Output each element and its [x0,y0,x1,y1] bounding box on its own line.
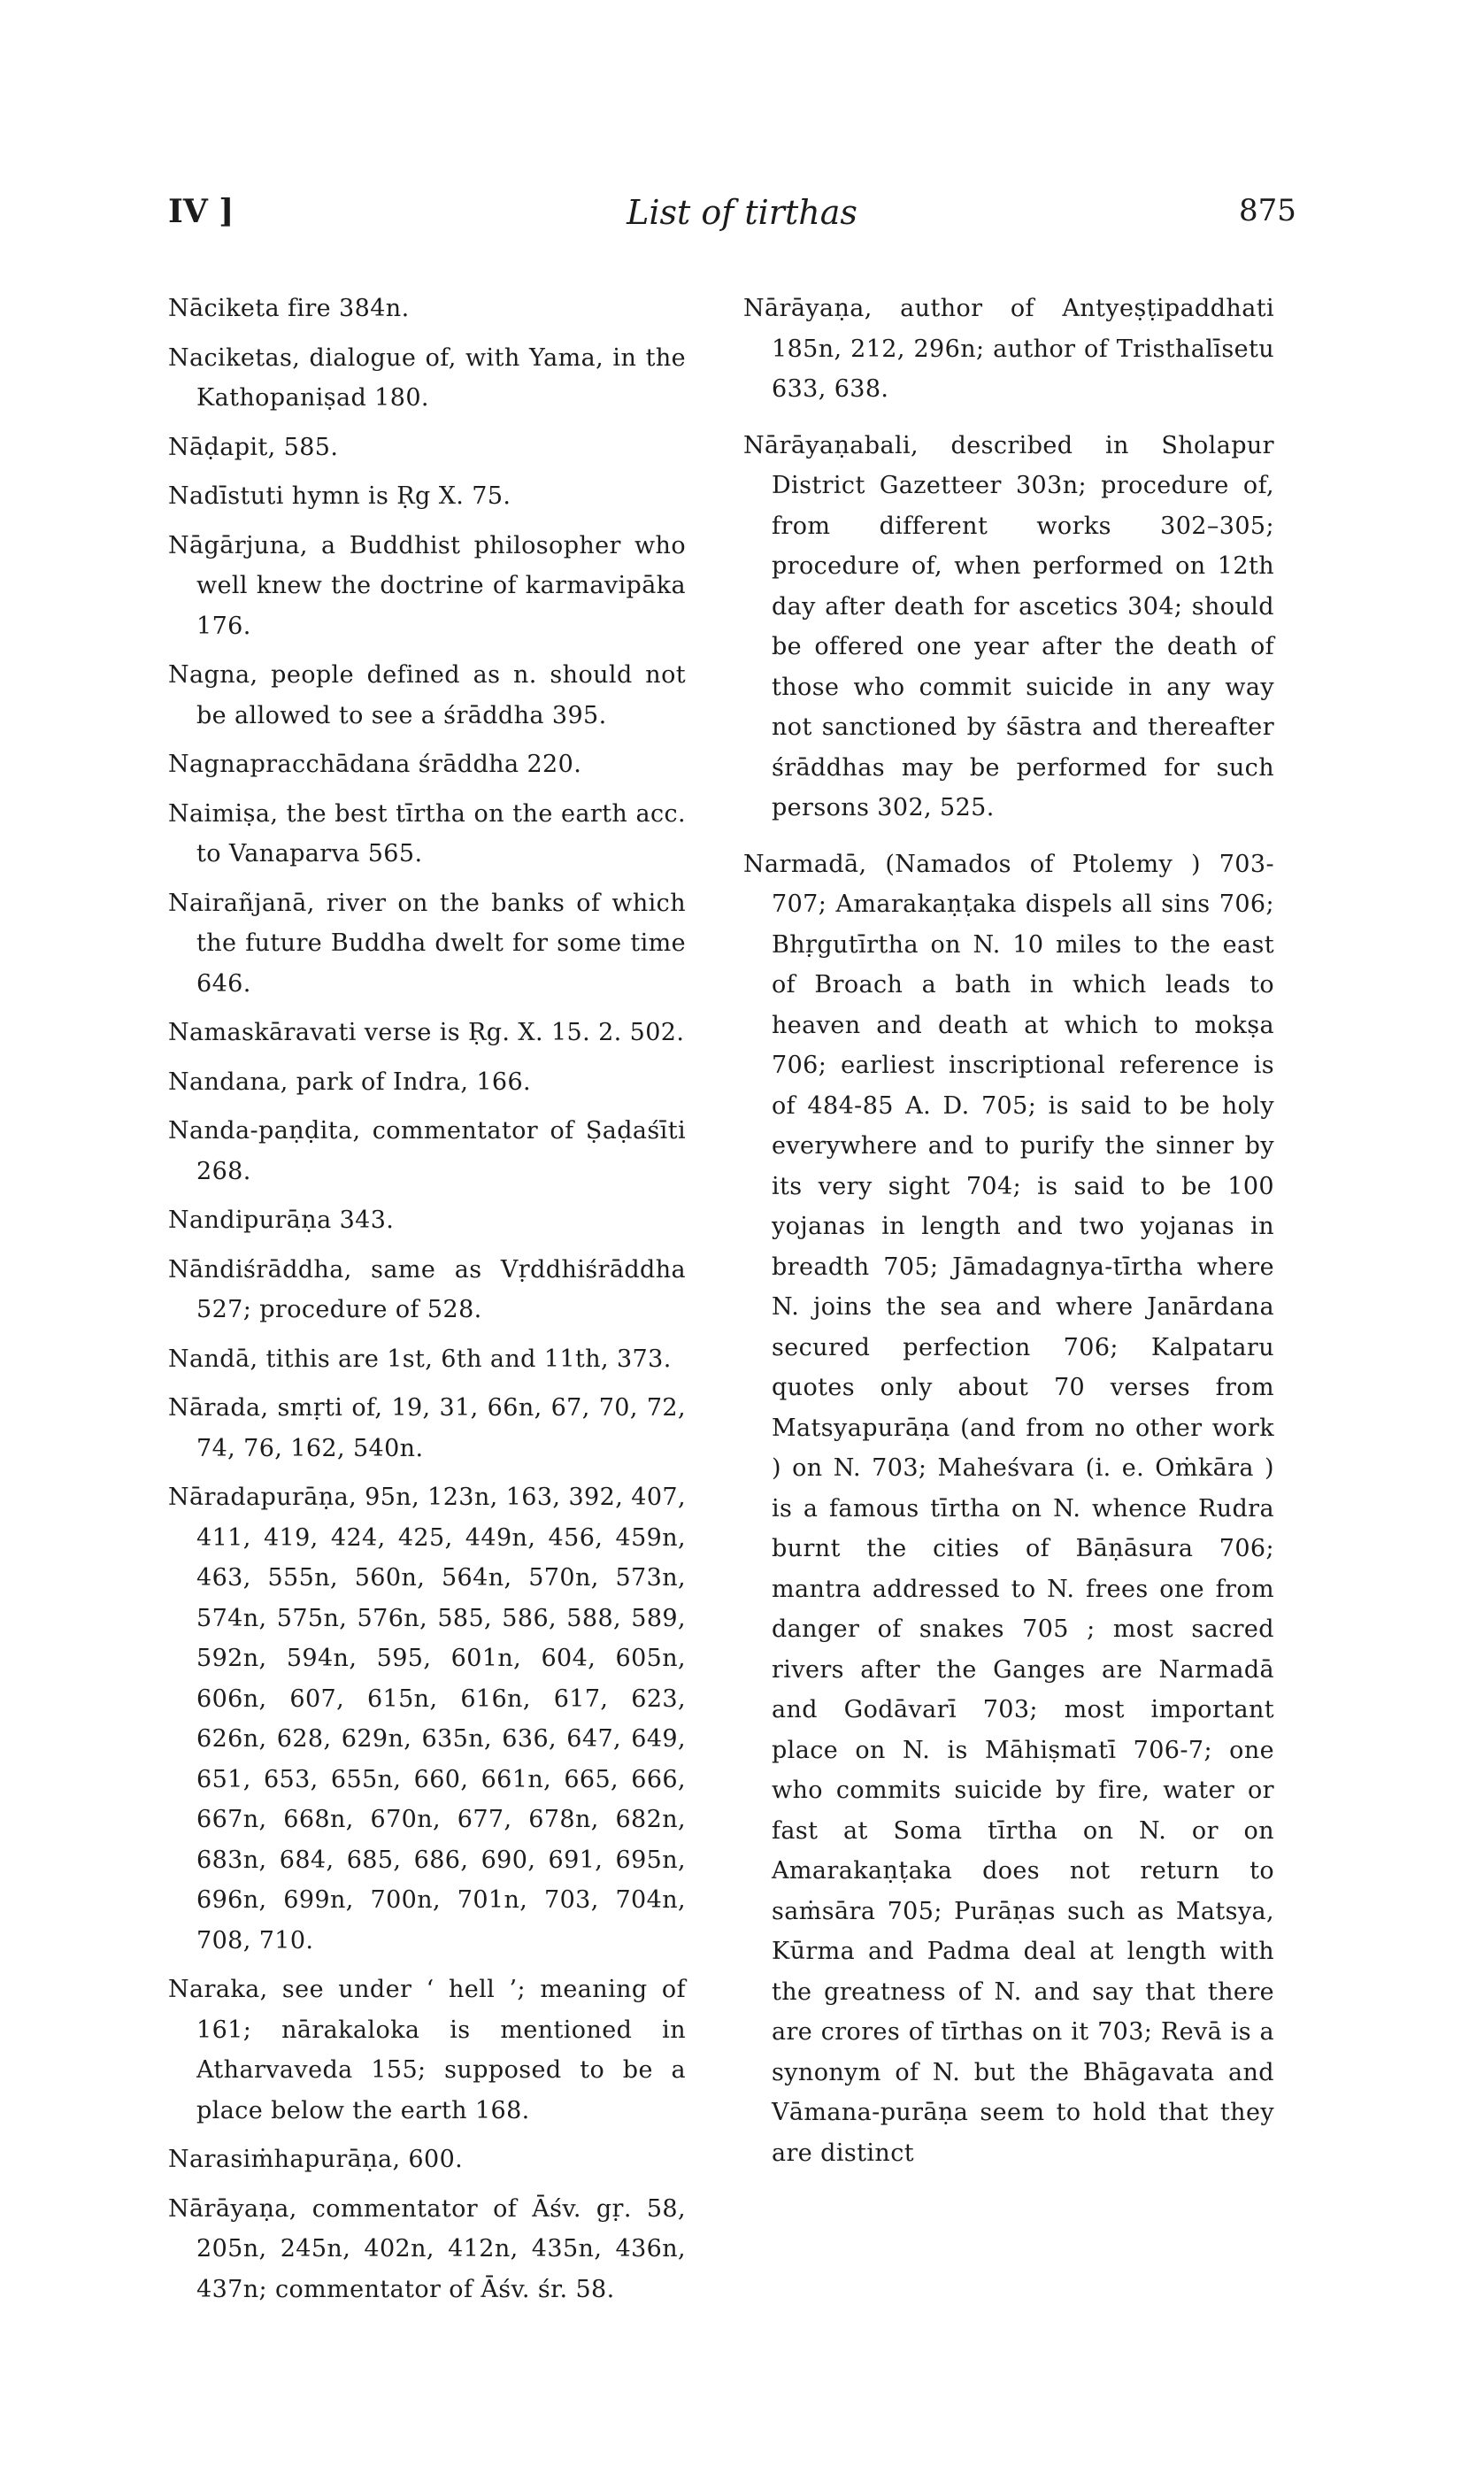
index-entry: Nagnapracchādana śrāddha 220. [168,751,582,778]
index-entry: Nārāyaṇa, commentator of Āśv. gṛ. 58, 205n, 245n, 402n, 412n, 435n, 436n, 437n; commentator of Āśv. śr. 58. [168,2194,686,2303]
page-header [0,193,1484,246]
index-entry: Nāndiśrāddha, same as Vṛddhiśrāddha 527; procedure of 528. [168,1255,686,1323]
index-entry: Nāgārjuna, a Buddhist philosopher who well knew the doctrine of karmavipāka 176. [168,531,686,640]
index-entry: Nāciketa fire 384n. [168,295,410,322]
index-entry: Naimiṣa, the best tīrtha on the earth acc. to Vanaparva 565. [168,799,686,867]
index-entry: Narasiṁhapurāṇa, 600. [168,2146,464,2173]
index-entry: Nairañjanā, river on the banks of which the future Buddha dwelt for some time 646. [168,889,686,998]
index-entry: Nadīstuti hymn is Ṛg X. 75. [168,482,511,510]
index-entry: Nandipurāṇa 343. [168,1207,395,1234]
index-entry: Naraka, see under ‘ hell ’; meaning of 161; nārakaloka is mentioned in Atharvaveda 155; supposed to be a place below the earth 168. [168,1976,686,2124]
index-entry: Nandana, park of Indra, 166. [168,1068,532,1096]
index-entry: Naciketas, dialogue of, with Yama, in the Kathopaniṣad 180. [168,343,686,412]
running-title: List of tirthas [627,193,857,232]
index-entry: Nārāyaṇabali, described in Sholapur District Gazetteer 303n; procedure of, from different works 302–305; procedure of, when performed on 12th day after death for ascetics 304; should be offered one year after the death of those who commit suicide in any way not sanctioned by śāstra and thereafter śrāddhas may be performed for such persons 302, 525. [743,431,1274,821]
index-entry: Nāḍapit, 585. [168,433,339,461]
index-entry: Namaskāravati verse is Ṛg. X. 15. 2. 502. [168,1019,685,1046]
index-entry: Nārada, smṛti of, 19, 31, 66n, 67, 70, 72, 74, 76, 162, 540n. [168,1394,686,1462]
index-entry: Nagna, people defined as n. should not be allowed to see a śrāddha 395. [168,661,686,729]
index-entry: Narmadā, (Namados of Ptolemy ) 703-707; Amarakaṇṭaka dispels all sins 706; Bhṛgutīrtha on N. 10 miles to the east of Broach a bath in which leads to heaven and death at which to mokṣa 706; earliest inscriptional reference is of 484-85 A. D. 705; is said to be holy everywhere and to purify the sinner by its very sight 704; is said to be 100 yojanas in length and two yojanas in breadth 705; Jāmadagnya-tīrtha where N. joins the sea and where Janārdana secured perfection 706; Kalpataru quotes only about 70 verses from Matsyapurāṇa (and from no other work ) on N. 703; Maheśvara (i. e. Oṁkāra ) is a famous tīrtha on N. whence Rudra burnt the cities of Bāṇāsura 706; mantra addressed to N. frees one from danger of snakes 705 ; most sacred rivers after the Ganges are Narmadā and Godāvarī 703; most important place on N. is Māhiṣmatī 706-7; one who commits suicide by fire, water or fast at Soma tīrtha on N. or on Amarakaṇṭaka does not return to saṁsāra 705; Purāṇas such as Matsya, Kūrma and Padma deal at length with the greatness of N. and say that there are crores of tīrthas on it 703; Revā is a synonym of N. but the Bhāgavata and Vāmana-purāṇa seem to hold that they are distinct [743,850,1274,2167]
index-entry: Nārāyaṇa, author of Antyeṣṭipaddhati 185n, 212, 296n; author of Tristhalīsetu 633, 638. [743,295,1274,403]
index-entry: Nāradapurāṇa, 95n, 123n, 163, 392, 407, 411, 419, 424, 425, 449n, 456, 459n, 463, 555n, 560n, 564n, 570n, 573n, 574n, 575n, 576n, 585, 586, 588, 589, 592n, 594n, 595, 601n, 604, 605n, 606n, 607, 615n, 616n, 617, 623, 626n, 628, 629n, 635n, 636, 647, 649, 651, 653, 655n, 660, 661n, 665, 666, 667n, 668n, 670n, 677, 678n, 682n, 683n, 684, 685, 686, 690, 691, 695n, 696n, 699n, 700n, 701n, 703, 704n, 708, 710. [168,1484,686,1954]
index-entry: Nanda-paṇḍita, commentator of Ṣaḍaśīti 268. [168,1117,686,1185]
section-marker: IV ] [168,193,235,230]
page-number: 875 [1239,193,1296,228]
index-entry: Nandā, tithis are 1st, 6th and 11th, 373. [168,1345,672,1373]
right-column [743,289,1274,2189]
left-column [168,289,686,2318]
